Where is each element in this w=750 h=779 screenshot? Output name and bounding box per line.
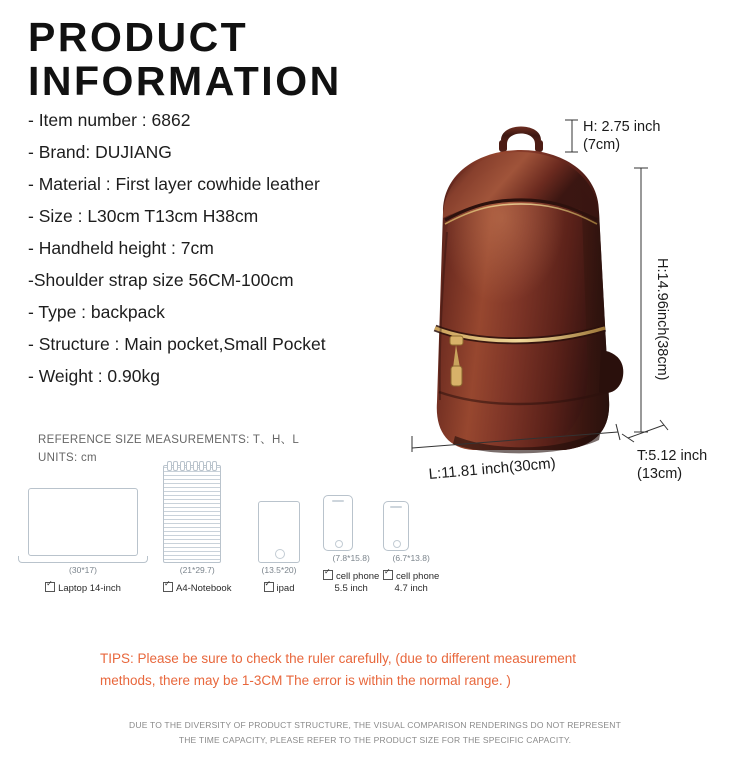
speaker-icon <box>390 506 402 508</box>
device-a4-dims: (21*29.7) <box>179 565 215 576</box>
ipad-shape <box>258 501 300 563</box>
device-size-comparison <box>18 478 478 623</box>
dimension-thickness-line-2: (13cm) <box>637 466 683 483</box>
device-a4-label: ✓A4-Notebook <box>163 581 231 595</box>
page-title-line-2: INFORMATION <box>28 57 342 104</box>
device-cellphone-47-dims: (6.7*13.8) <box>392 553 430 564</box>
spec-item-size: - Size : L30cm T13cm H38cm <box>28 206 259 226</box>
tips-label: TIPS: <box>100 651 134 666</box>
dimension-thickness <box>637 447 707 483</box>
device-a4-notebook <box>163 465 231 595</box>
footer-disclaimer <box>0 718 750 748</box>
laptop-screen-shape <box>28 488 138 556</box>
checkbox-icon <box>323 570 333 580</box>
device-ipad <box>258 501 300 595</box>
device-cellphone-47-label-2: 4.7 inch <box>394 583 428 595</box>
laptop-base-shape <box>18 556 148 563</box>
footer-line-2: THE TIME CAPACITY, PLEASE REFER TO THE PRODUCT SIZE FOR THE SPECIFIC CAPACITY. <box>178 734 572 745</box>
footer-line-1: DUE TO THE DIVERSITY OF PRODUCT STRUCTURE, THE VISUAL COMPARISON RENDERINGS DO NOT REPRESENT <box>129 720 621 730</box>
spec-item-weight: - Weight : 0.90kg <box>28 366 160 386</box>
dimension-thickness-line-1: T:5.12 inch <box>637 448 708 464</box>
device-ipad-dims: (13.5*20) <box>261 565 297 576</box>
home-button-icon <box>335 540 343 548</box>
device-cellphone-55-dims: (7.8*15.8) <box>332 553 370 564</box>
dimension-length: L:11.81 inch(30cm) <box>428 454 557 483</box>
device-cellphone-55-label: ✓cell phone 5.5 inch <box>323 569 379 595</box>
device-ipad-label: ✓ipad <box>258 581 300 595</box>
tips-note <box>100 648 630 692</box>
a4-notebook-shape <box>163 465 221 563</box>
device-laptop-label: ✓Laptop 14-inch <box>18 581 148 595</box>
product-spec-list <box>28 112 428 400</box>
page-title <box>28 16 448 104</box>
device-cellphone-47-label: ✓cell phone 4.7 inch <box>383 569 439 595</box>
device-laptop-dims: (30*17) <box>69 565 97 576</box>
spec-item-type: - Type : backpack <box>28 302 165 322</box>
spec-item-handheld-height: - Handheld height : 7cm <box>28 238 214 258</box>
cellphone-47-shape <box>383 501 409 551</box>
tips-line-1: Please be sure to check the ruler carefully, (due to different measurement <box>137 651 577 666</box>
home-button-icon <box>275 549 285 559</box>
speaker-icon <box>332 500 344 502</box>
home-button-icon <box>393 540 401 548</box>
spec-item-shoulder-strap: -Shoulder strap size 56CM-100cm <box>28 270 294 290</box>
checkbox-icon <box>264 582 274 592</box>
spec-item-material: - Material : First layer cowhide leather <box>28 174 320 194</box>
device-laptop <box>18 488 148 595</box>
reference-note-line-2: UNITS: cm <box>38 451 97 464</box>
checkbox-icon <box>163 582 173 592</box>
device-cellphone-55 <box>323 495 379 595</box>
device-cellphone-47 <box>383 501 439 595</box>
checkbox-icon <box>383 570 393 580</box>
dimension-handle-height-line-1: H: 2.75 inch <box>583 119 661 135</box>
dimension-handle-height-line-2: (7cm) <box>583 137 621 154</box>
cellphone-55-shape <box>323 495 353 551</box>
page-title-line-1: PRODUCT <box>28 14 249 60</box>
spec-item-item-number: - Item number : 6862 <box>28 110 191 130</box>
device-cellphone-55-label-2: 5.5 inch <box>334 583 368 595</box>
tips-line-2: methods, there may be 1-3CM The error is within the normal range. ) <box>100 672 511 688</box>
spec-item-structure: - Structure : Main pocket,Small Pocket <box>28 334 326 354</box>
notebook-spiral-icon <box>167 461 217 469</box>
reference-note-line-1: REFERENCE SIZE MEASUREMENTS: T、H、L <box>38 434 300 446</box>
checkbox-icon <box>45 582 55 592</box>
dimension-main-height: H:14.96inch(38cm) <box>654 258 670 381</box>
dimension-handle-height <box>583 118 660 154</box>
spec-item-brand: - Brand: DUJIANG <box>28 142 172 162</box>
